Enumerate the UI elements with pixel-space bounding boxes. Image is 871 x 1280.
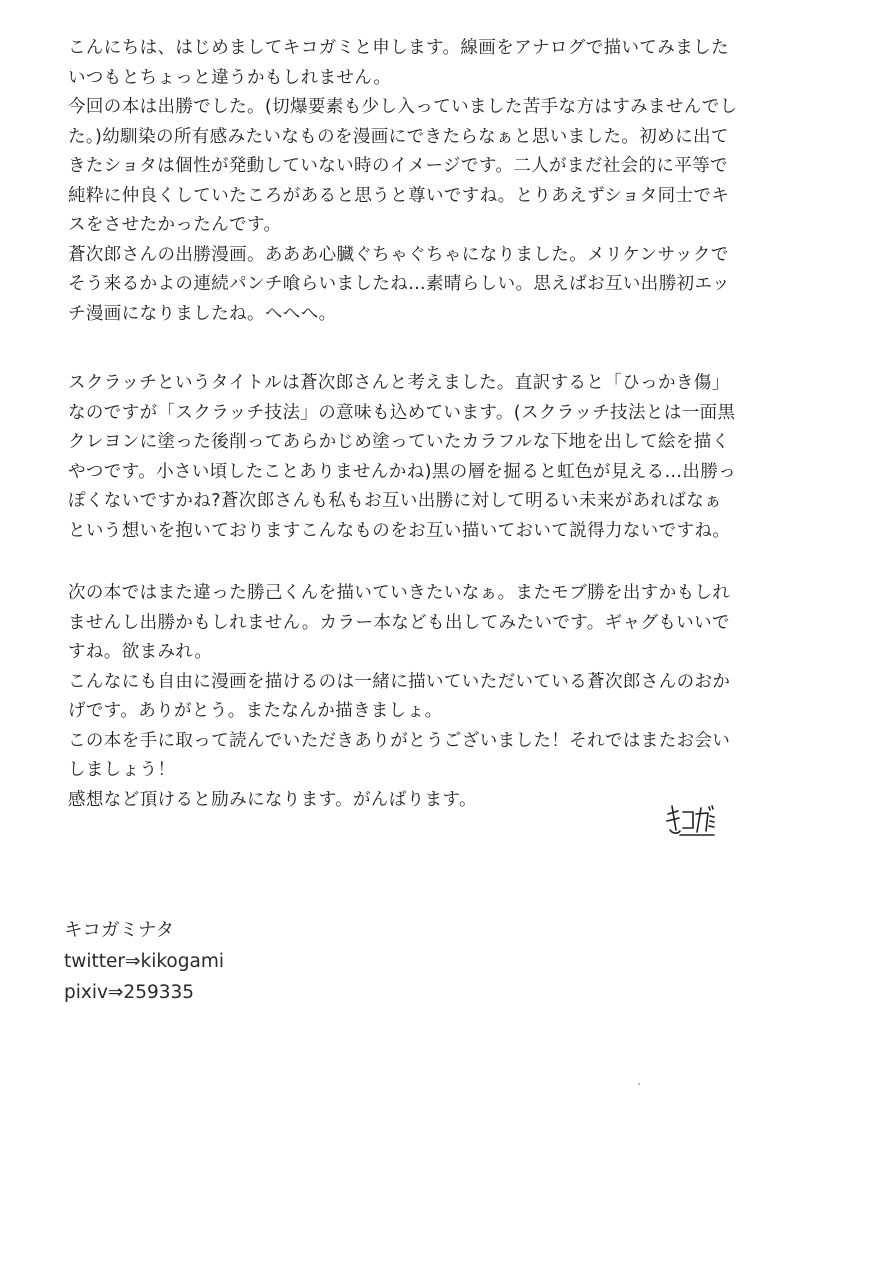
text-line: 蒼次郎さんの出勝漫画。あああ心臓ぐちゃぐちゃになりました。メリケンサックで xyxy=(68,244,729,265)
text-line: た。)幼馴染の所有感みたいなものを漫画にできたらなぁと思いました。初めに出て xyxy=(68,126,729,147)
author-name: キコガミナタ xyxy=(64,920,175,941)
text-line: ませんし出勝かもしれません。カラー本なども出してみたいです。ギャグもいいで xyxy=(68,612,730,633)
afterword-paragraph-2 xyxy=(68,369,788,546)
text-line: スをさせたかったんです。 xyxy=(68,215,282,235)
handwritten-signature xyxy=(664,800,716,840)
text-line: 今回の本は出勝でした。(切爆要素も少し入っていました苦手な方はすみませんでし xyxy=(68,97,738,117)
text-line: という想いを抱いておりますこんなものをお互い描いておいて説得力ないですね。 xyxy=(68,520,731,541)
text-line: 次の本ではまた違った勝己くんを描いていきたいなぁ。またモブ勝を出すかもしれ xyxy=(68,583,731,603)
text-line: ぽくないですかね?蒼次郎さんも私もお互い出勝に対して明るい未来があればなぁ xyxy=(68,491,723,511)
text-line: クレヨンに塗った後削ってあらかじめ塗っていたカラフルな下地を出して絵を描く xyxy=(68,432,730,452)
text-line: げです。ありがとう。またなんか描きましょ。 xyxy=(68,701,443,721)
paper-speck xyxy=(638,1083,640,1085)
text-line: この本を手に取って読んでいただきありがとうございました！それではまたお会い xyxy=(68,730,731,751)
text-line: なのですが「スクラッチ技法」の意味も込めています。(スクラッチ技法とは一面黒 xyxy=(68,402,736,423)
text-line: しましょう！ xyxy=(68,760,176,780)
text-line: やつです。小さい頃したことありませんかね)黒の層を掘ると虹色が見える…出勝っ xyxy=(68,461,737,482)
pixiv-id: pixiv⇒259335 xyxy=(64,982,195,1003)
text-line: そう来るかよの連続パンチ喰らいましたね…素晴らしい。思えばお互い出勝初エッ xyxy=(68,274,730,294)
text-line: きたショタは個性が発動していない時のイメージです。二人がまだ社会的に平等で xyxy=(68,156,729,176)
text-line: チ漫画になりましたね。へへへ。 xyxy=(68,303,337,324)
text-line: こんなにも自由に漫画を描けるのは一緒に描いていただいている蒼次郎さんのおか xyxy=(68,671,731,692)
text-line: こんにちは、はじめましてキコガミと申します。線画をアナログで描いてみました xyxy=(68,38,729,58)
text-line: すね。欲まみれ。 xyxy=(68,642,213,662)
text-line: スクラッチというタイトルは蒼次郎さんと考えました。直訳すると「ひっかき傷」 xyxy=(68,373,730,393)
author-profile xyxy=(64,915,224,1008)
afterword-paragraph-3 xyxy=(68,579,788,815)
twitter-handle: twitter⇒kikogami xyxy=(64,951,224,972)
text-line: 純粋に仲良くしていたころがあると思うと尊いですね。とりあえずショタ同士でキ xyxy=(68,185,730,206)
afterword-paragraph-1 xyxy=(68,34,788,329)
text-line: 感想など頂けると励みになります。がんばります。 xyxy=(68,789,477,810)
text-line: いつもとちょっと違うかもしれません。 xyxy=(68,67,392,88)
